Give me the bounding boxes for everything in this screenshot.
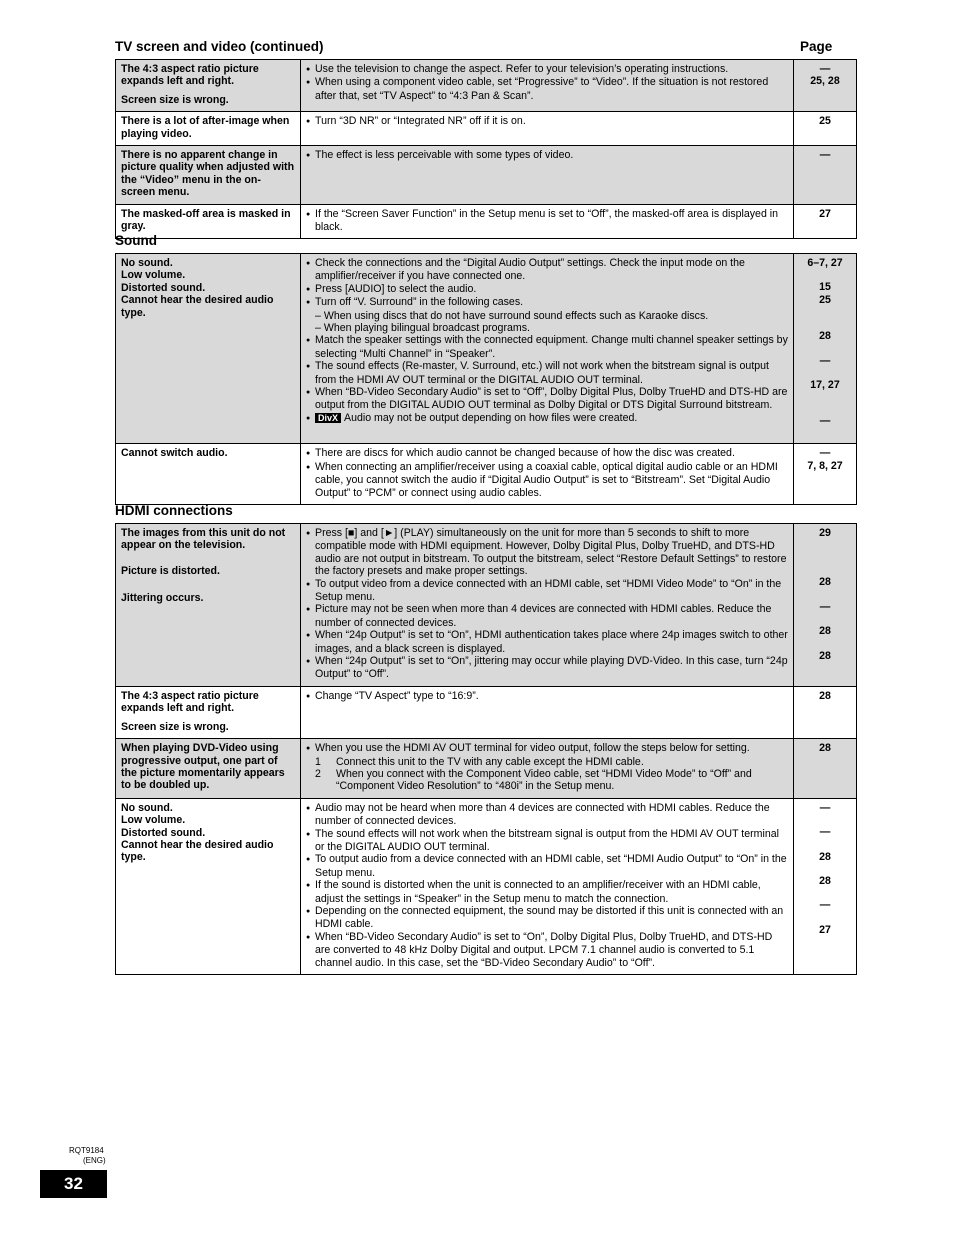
page-ref: 28	[819, 742, 831, 755]
problem-text: The masked-off area is masked in gray.	[121, 207, 291, 233]
problem-text: The 4:3 aspect ratio picture expands left and right.	[121, 689, 259, 715]
problem-text: Distorted sound.	[121, 826, 206, 839]
solution-subitem: – When using discs that do not have surround sound effects such as Karaoke discs.	[315, 309, 709, 322]
solution-item: ● There are discs for which audio cannot be changed because of how the disc was created.	[306, 447, 788, 460]
solution-text: Audio may not be output depending on how files were created.	[344, 411, 638, 424]
solution-item: ● Press [AUDIO] to select the audio.	[306, 283, 788, 296]
page-ref: —	[819, 801, 831, 814]
problem-text: Low volume.	[121, 814, 186, 827]
table-row	[116, 444, 857, 505]
solution-cell	[301, 524, 794, 687]
solution-item: ● Press [■] and [►] (PLAY) simultaneously on the unit for more than 5 seconds to shift to more compatible mode with HDMI equipment. However, Dolby Digital Plus, Dolby TrueHD, and DTS-HD audio are not output in bitstream. To output the bitstream, select “Restore Default Settings” to restore the factory presets and make proper settings.	[306, 527, 788, 578]
problem-text: Cannot hear the desired audio type.	[121, 838, 274, 864]
problem-text: The 4:3 aspect ratio picture expands left and right.	[121, 63, 259, 88]
problem-text: There is no apparent change in picture quality when adjusted with the “Video” menu in the on-screen menu.	[121, 149, 295, 199]
solution-cell	[301, 204, 794, 239]
table-row	[116, 254, 857, 444]
page-ref: 28	[819, 874, 831, 887]
solution-item: ● Depending on the connected equipment, the sound may be distorted if this unit is connected with an HDMI cable.	[306, 905, 788, 931]
solution-item: ● If the sound is distorted when the unit is connected to an amplifier/receiver with an HDMI cable, adjust the settings in “Speaker” in the Setup menu to match the connection.	[306, 879, 788, 905]
problem-cell	[116, 254, 301, 444]
section-title-sound: Sound	[115, 233, 157, 248]
problem-text: Cannot hear the desired audio type.	[121, 294, 274, 319]
page-ref: —	[819, 354, 831, 367]
solution-cell	[301, 739, 794, 799]
solution-item: ● When “24p Output” is set to “On”, jittering may occur while playing DVD-Video. In this case, turn “24p Output” to “Off”.	[306, 655, 788, 681]
tv-troubleshooting-table	[115, 59, 857, 239]
section-title-hdmi: HDMI connections	[115, 503, 233, 518]
solution-cell	[301, 146, 794, 205]
page-cell	[794, 798, 857, 974]
document-code-text: RQT9184	[69, 1146, 104, 1155]
solution-cell	[301, 444, 794, 505]
page-ref: 28	[819, 330, 831, 343]
table-row	[116, 524, 857, 687]
page-ref: 28	[819, 625, 831, 638]
problem-text: Screen size is wrong.	[121, 720, 229, 733]
page-ref: 28	[819, 850, 831, 863]
solution-item: ● Match the speaker settings with the connected equipment. Change multi channel speaker settings by selecting “Multi Channel” in “Speaker”.	[306, 334, 788, 360]
solution-step	[306, 756, 788, 768]
page-ref: 25	[819, 115, 831, 128]
page-ref: 29	[819, 527, 831, 539]
solution-cell	[301, 60, 794, 112]
solution-cell	[301, 798, 794, 974]
step-number: 2	[315, 767, 321, 780]
page-cell	[794, 146, 857, 205]
problem-text: Jittering occurs.	[121, 592, 204, 605]
solution-cell	[301, 686, 794, 738]
solution-item: ● Change “TV Aspect” type to “16:9”.	[306, 690, 788, 703]
page-ref: —	[819, 826, 831, 839]
problem-text: There is a lot of after-image when playing video.	[121, 115, 290, 140]
problem-cell	[116, 146, 301, 205]
page-ref: 27	[819, 207, 831, 220]
solution-subitem: – When playing bilingual broadcast programs.	[315, 322, 530, 335]
problem-cell	[116, 798, 301, 974]
page-ref: —	[819, 415, 831, 428]
problem-text: No sound.	[121, 257, 173, 269]
solution-item: ● Audio may not be heard when more than 4 devices are connected with HDMI cables. Reduce the number of connected devices.	[306, 802, 788, 828]
solution-item: ● When “BD-Video Secondary Audio” is set to “Off”, Dolby Digital Plus, Dolby TrueHD and DTS-HD are output from the DIGITAL AUDIO OUT terminal as Dolby Digital or DTS Digital Surround bitstream.	[306, 386, 788, 412]
table-row	[116, 686, 857, 738]
table-row	[116, 204, 857, 239]
page-cell	[794, 524, 857, 687]
problem-text: No sound.	[121, 801, 173, 814]
page-cell	[794, 444, 857, 505]
problem-text: Picture is distorted.	[121, 564, 220, 577]
solution-item: ● Turn off “V. Surround” in the following cases.	[306, 296, 788, 309]
page-ref: 15	[819, 281, 831, 294]
hdmi-troubleshooting-table	[115, 523, 857, 975]
step-text: When you connect with the Component Video cable, set “HDMI Video Mode” to “Off” and “Component Video Resolution” to “480i” in the Setup menu.	[336, 767, 752, 793]
solution-item: ● If the “Screen Saver Function” in the Setup menu is set to “Off”, the masked-off area is displayed in black.	[306, 208, 788, 234]
page-cell	[794, 254, 857, 444]
solution-cell	[301, 112, 794, 146]
solution-cell	[301, 254, 794, 444]
page-ref: 17, 27	[810, 379, 840, 392]
problem-cell	[116, 739, 301, 799]
solution-item: ● When using a component video cable, set “Progressive” to “Video”. If the situation is not restored after that, set “TV Aspect” to “4:3 Pan & Scan”.	[306, 76, 788, 102]
document-code	[69, 1146, 106, 1166]
page-ref: —	[819, 149, 831, 162]
solution-item	[306, 412, 788, 425]
divx-badge: DivX	[315, 413, 341, 423]
page-ref: —	[819, 447, 831, 460]
problem-text: The images from this unit do not appear on the television.	[121, 527, 286, 552]
table-row	[116, 60, 857, 112]
page-cell	[794, 686, 857, 738]
solution-item: ● The effect is less perceivable with some types of video.	[306, 149, 788, 162]
page-ref: —	[819, 899, 831, 912]
sound-troubleshooting-table	[115, 253, 857, 505]
problem-text: Cannot switch audio.	[121, 447, 228, 460]
problem-text: Screen size is wrong.	[121, 93, 229, 106]
table-row	[116, 798, 857, 974]
problem-text: When playing DVD-Video using progressive output, one part of the picture momentarily appears to be doubled up.	[121, 742, 285, 792]
solution-item: ● When you use the HDMI AV OUT terminal for video output, follow the steps below for setting.	[306, 742, 788, 755]
solution-step	[306, 768, 788, 793]
solution-item: ● Check the connections and the “Digital Audio Output” settings. Check the input mode on the amplifier/receiver if you have connected one.	[306, 257, 788, 283]
solution-item: ● When “24p Output” is set to “On”, HDMI authentication takes place where 24p images switch to other images, and a black screen is displayed.	[306, 629, 788, 655]
page-ref: 28	[819, 689, 831, 702]
problem-cell	[116, 686, 301, 738]
step-text: Connect this unit to the TV with any cable except the HDMI cable.	[336, 755, 644, 768]
problem-cell	[116, 112, 301, 146]
solution-item: ● To output audio from a device connected with an HDMI cable, set “HDMI Audio Output” to “On” in the Setup menu.	[306, 853, 788, 879]
page-ref: 6–7, 27	[807, 257, 843, 269]
page-ref: 25	[819, 293, 831, 306]
problem-text: Low volume.	[121, 269, 186, 282]
page-ref: 28	[819, 576, 831, 589]
solution-item: ● When connecting an amplifier/receiver using a coaxial cable, optical digital audio cable or an HDMI cable, you cannot switch the audio if “Digital Audio Output” is set to “Bitstream”. Set “Digital Audio Output” to “PCM” or connect using audio cables.	[306, 461, 788, 499]
problem-cell	[116, 60, 301, 112]
table-row	[116, 739, 857, 799]
page-ref: 28	[819, 649, 831, 662]
solution-item: ● To output video from a device connected with an HDMI cable, set “HDMI Video Mode” to “On” in the Setup menu.	[306, 578, 788, 604]
solution-item: ● Use the television to change the aspect. Refer to your television’s operating instructions.	[306, 63, 788, 76]
step-number: 1	[315, 755, 321, 768]
solution-item: ● Turn “3D NR” or “Integrated NR” off if it is on.	[306, 115, 788, 128]
problem-cell	[116, 524, 301, 687]
page-cell	[794, 60, 857, 112]
section-title-tv: TV screen and video (continued)	[115, 39, 324, 54]
solution-item: ● Picture may not be seen when more than 4 devices are connected with HDMI cables. Reduce the number of connected devices.	[306, 603, 788, 629]
page-ref: —	[819, 63, 831, 75]
solution-item: ● When “BD-Video Secondary Audio” is set to “On”, Dolby Digital Plus, Dolby TrueHD, and DTS-HD are converted to 48 kHz Dolby Digital and output. LPCM 7.1 channel audio is converted to 5.1 channel audio. In this case, set the “BD-Video Secondary Audio” to “Off”.	[306, 931, 788, 969]
table-row	[116, 146, 857, 205]
table-row	[116, 112, 857, 146]
page-ref: 7, 8, 27	[807, 459, 843, 472]
page-cell	[794, 112, 857, 146]
solution-item: ● The sound effects (Re-master, V. Surround, etc.) will not work when the bitstream signal is output from the HDMI AV OUT terminal or the DIGITAL AUDIO OUT terminal.	[306, 360, 788, 386]
page-cell	[794, 204, 857, 239]
page-ref: 27	[819, 923, 831, 936]
page-number: 32	[40, 1170, 107, 1198]
page-cell	[794, 739, 857, 799]
page-ref: —	[819, 600, 831, 613]
document-language: (ENG)	[83, 1156, 106, 1165]
page-ref: 25, 28	[810, 75, 840, 88]
solution-item: ● The sound effects will not work when the bitstream signal is output from the HDMI AV OUT terminal or the DIGITAL AUDIO OUT terminal.	[306, 828, 788, 854]
problem-text: Distorted sound.	[121, 281, 206, 294]
page-column-header: Page	[800, 39, 833, 54]
problem-cell	[116, 444, 301, 505]
